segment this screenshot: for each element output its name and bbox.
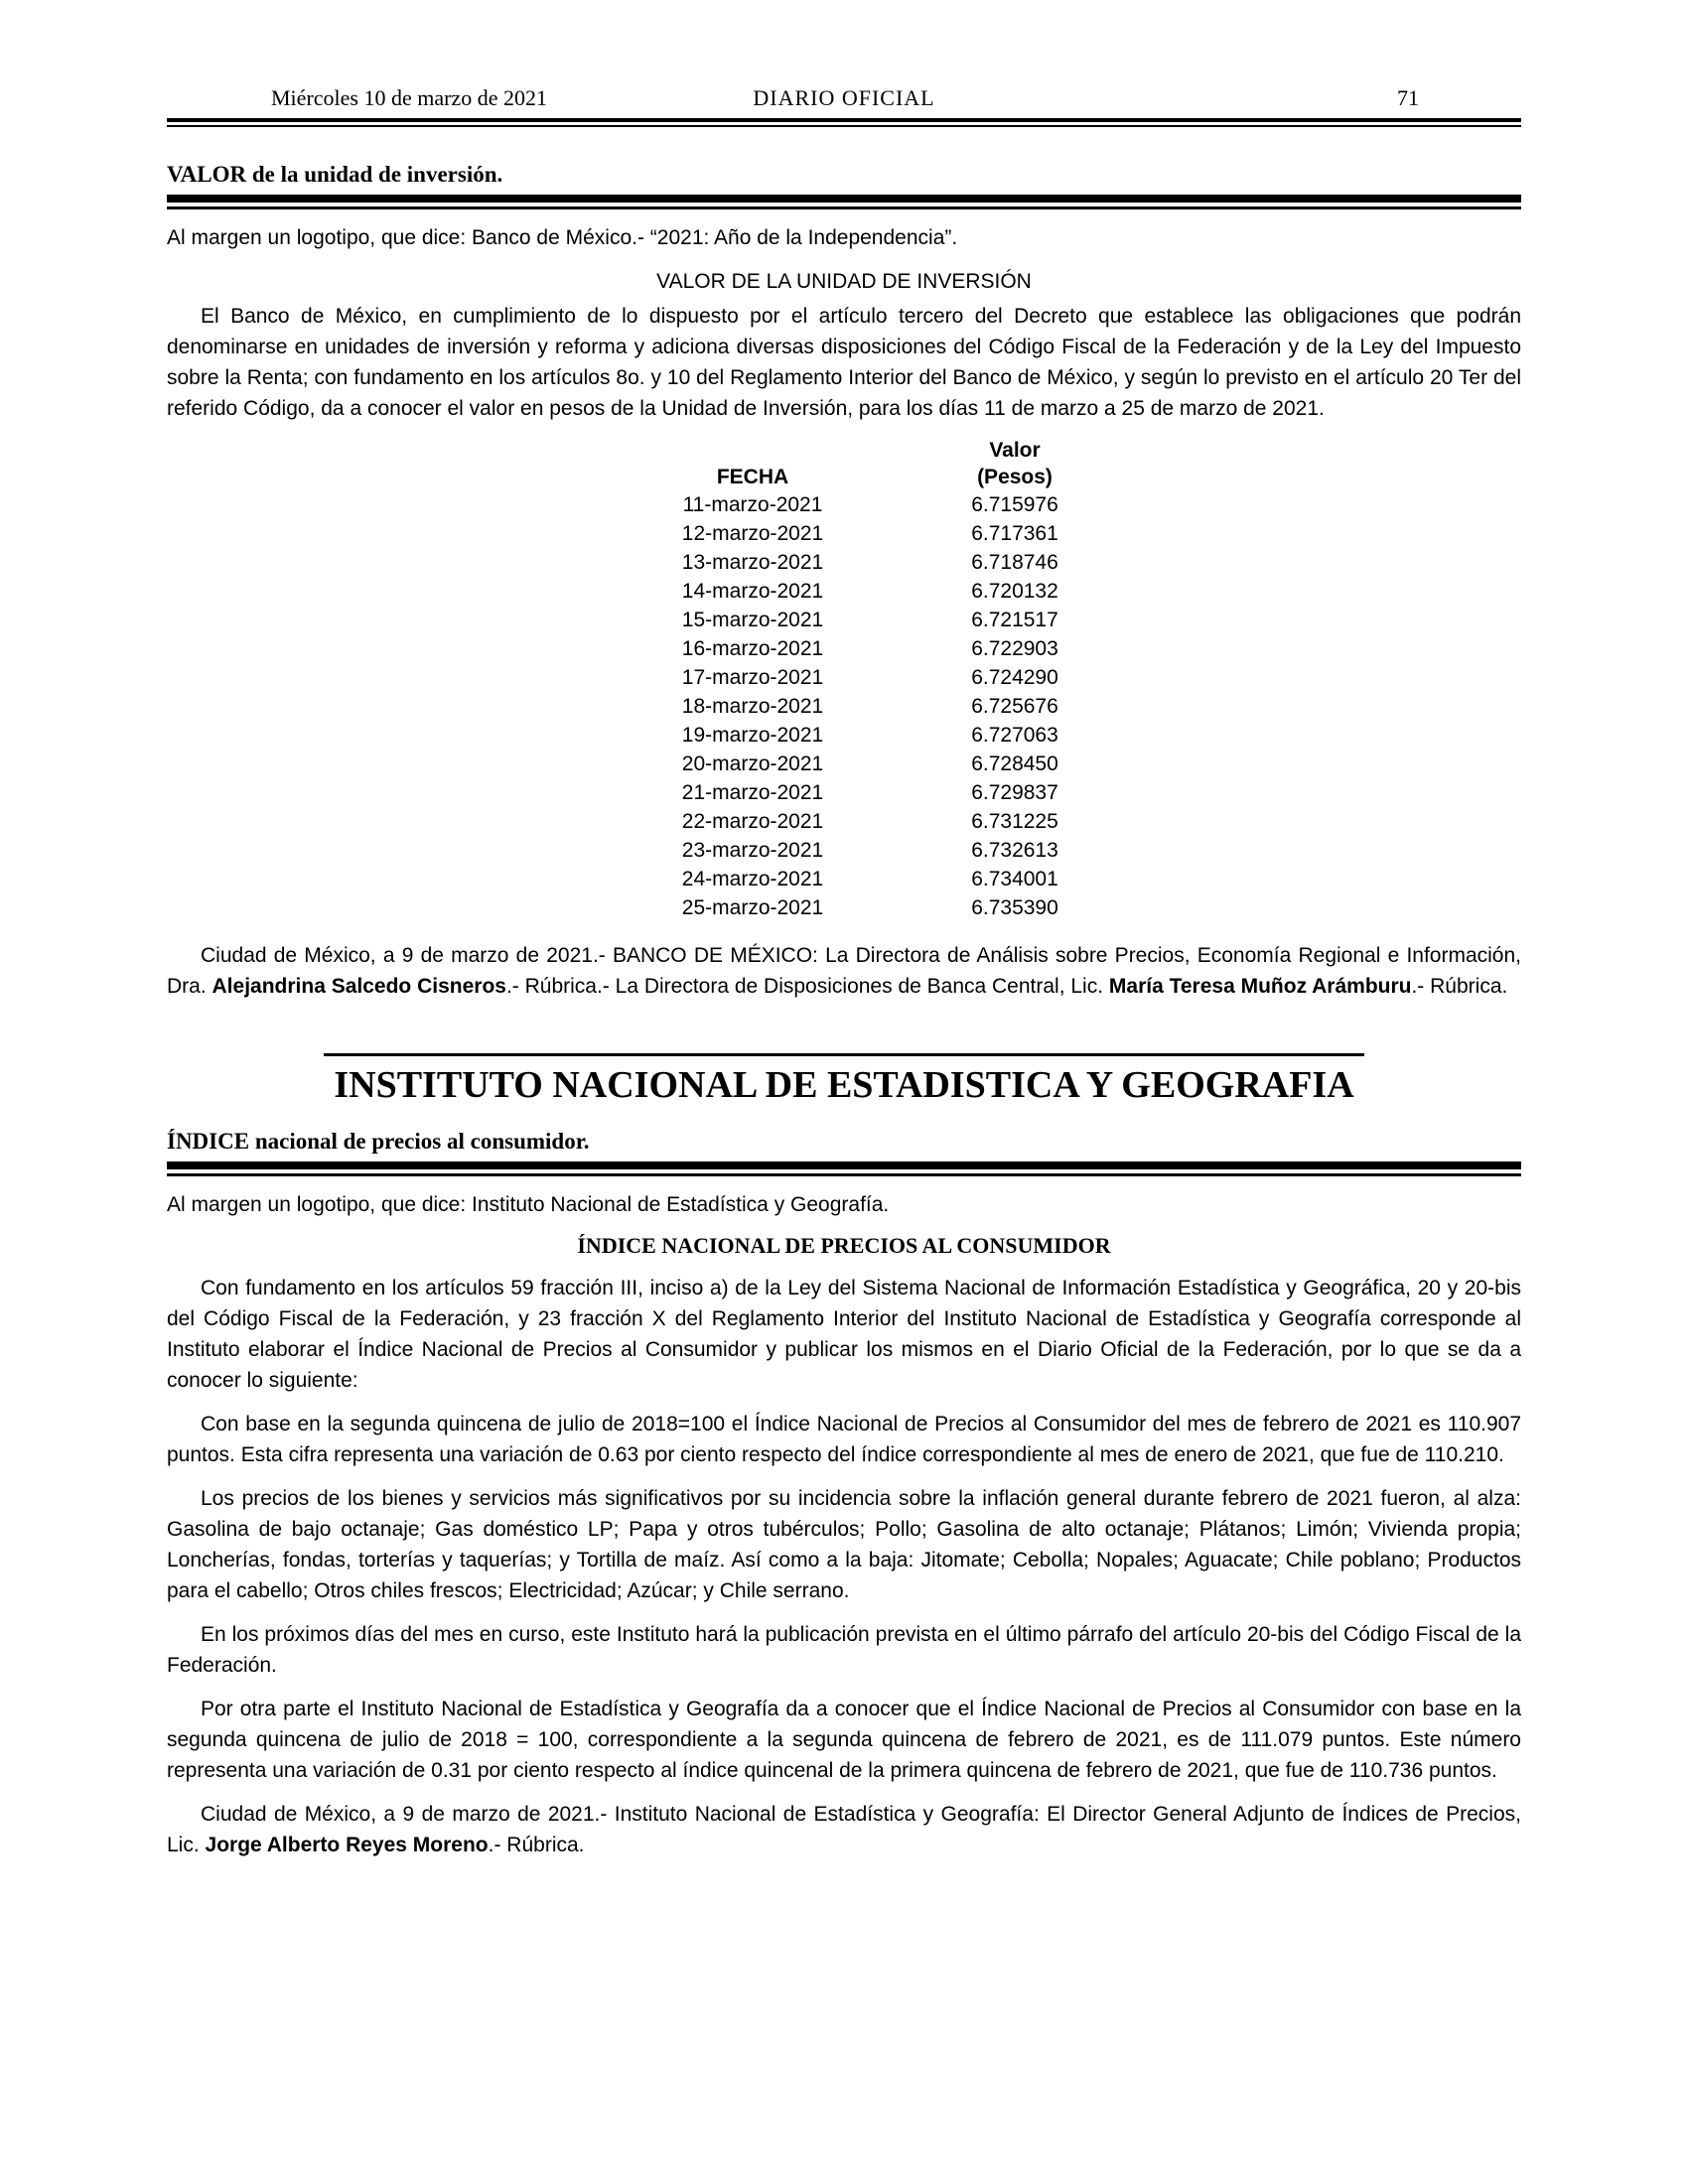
page-header (167, 85, 1521, 111)
cell-fecha: 19-marzo-2021 (681, 724, 824, 747)
cell-valor: 6.735390 (971, 896, 1058, 919)
table-row (633, 778, 1521, 807)
cell-valor: 6.732613 (971, 839, 1058, 862)
table-row (633, 577, 1521, 606)
banxico-section-rule (167, 195, 1521, 209)
signature-text: Ciudad de México, a 9 de marzo de 2021.- Instituto Nacional de Estadística y Geografía: El Director General Adjunto de Índices de Precios, Lic. (167, 1803, 1521, 1856)
cell-valor: 6.734001 (971, 868, 1058, 890)
inegi-section-rule (167, 1161, 1521, 1176)
cell-fecha: 11-marzo-2021 (682, 493, 823, 516)
cell-valor: 6.722903 (971, 637, 1058, 660)
column-header-fecha: FECHA (716, 466, 789, 488)
inegi-paragraph-2: Con base en la segunda quincena de julio de 2018=100 el Índice Nacional de Precios al Consumidor del mes de febrero de 2021 es 110.907 puntos. Esta cifra representa una variación de 0.63 por ciento respecto del índice correspondiente al mes de enero de 2021, que fue de 110.210. (167, 1413, 1521, 1466)
table-row (633, 519, 1521, 548)
signatory-name: Alejandrina Salcedo Cisneros (211, 975, 506, 998)
table-row (633, 606, 1521, 634)
cell-fecha: 24-marzo-2021 (681, 868, 824, 890)
inegi-paragraph-5: Por otra parte el Instituto Nacional de Estadística y Geografía da a conocer que el Índice Nacional de Precios al Consumidor con base en la segunda quincena de julio de 2018 = 100, correspondiente a la segunda quincena de febrero de 2021, es de 111.079 puntos. Este número representa una variación de 0.31 por ciento respecto al índice quincenal de la primera quincena de febrero de 2021, que fue de 110.736 puntos. (167, 1698, 1521, 1782)
inegi-paragraph-3: Los precios de los bienes y servicios más significativos por su incidencia sobre la inflación general durante febrero de 2021 fueron, al alza: Gasolina de bajo octanaje; Gas doméstico LP; Papa y otros tubérculos; Pollo; Gasolina de alto octanaje; Plátanos; Limón; Vivienda propia; Loncherías, fondas, torterías y taquerías; y Tortilla de maíz. Así como a la baja: Jitomate; Cebolla; Nopales; Aguacate; Chile poblano; Productos para el cabello; Otros chiles frescos; Electricidad; Azúcar; y Chile serrano. (167, 1487, 1521, 1602)
cell-valor: 6.715976 (971, 493, 1058, 516)
table-row (633, 692, 1521, 721)
cell-valor: 6.727063 (971, 724, 1058, 747)
table-row (633, 836, 1521, 865)
cell-fecha: 18-marzo-2021 (681, 695, 824, 718)
udi-value-table (633, 437, 1521, 922)
signature-text: .- Rúbrica. (1411, 975, 1508, 998)
table-row (633, 634, 1521, 663)
inegi-org-title: INSTITUTO NACIONAL DE ESTADISTICA Y GEOGRAFIA (324, 1053, 1363, 1106)
header-publication-title: DIARIO OFICIAL (753, 85, 935, 110)
cell-fecha: 22-marzo-2021 (681, 810, 824, 833)
cell-fecha: 13-marzo-2021 (681, 551, 824, 574)
signature-text: .- Rúbrica.- La Directora de Disposiciones de Banca Central, Lic. (505, 975, 1109, 998)
table-row (633, 663, 1521, 692)
cell-fecha: 25-marzo-2021 (681, 896, 824, 919)
header-rule (167, 118, 1521, 127)
cell-valor: 6.724290 (971, 666, 1058, 689)
cell-valor: 6.725676 (971, 695, 1058, 718)
udi-table-header (633, 437, 1521, 490)
inegi-org-title-block (167, 1053, 1521, 1106)
cell-fecha: 12-marzo-2021 (681, 522, 824, 545)
banxico-margin-note: Al margen un logotipo, que dice: Banco de México.- “2021: Año de la Independencia”. (167, 226, 958, 249)
banxico-section-kicker: VALOR de la unidad de inversión. (167, 162, 503, 187)
cell-valor: 6.728450 (971, 752, 1058, 775)
cell-fecha: 17-marzo-2021 (681, 666, 824, 689)
cell-valor: 6.721517 (971, 609, 1058, 631)
banxico-intro-paragraph: El Banco de México, en cumplimiento de lo dispuesto por el artículo tercero del Decreto que establece las obligaciones que podrán denominarse en unidades de inversión y reforma y adiciona diversas disposiciones del Código Fiscal de la Federación y de la Ley del Impuesto sobre la Renta; con fundamento en los artículos 8o. y 10 del Reglamento Interior del Banco de México, y según lo previsto en el artículo 20 Ter del referido Código, da a conocer el valor en pesos de la Unidad de Inversión, para los días 11 de marzo a 25 de marzo de 2021. (167, 305, 1521, 420)
column-header-valor-line2: (Pesos) (977, 466, 1053, 488)
inegi-signature-paragraph (167, 1799, 1521, 1860)
table-row (633, 721, 1521, 750)
inegi-doc-title: ÍNDICE NACIONAL DE PRECIOS AL CONSUMIDOR (577, 1233, 1111, 1258)
header-date: Miércoles 10 de marzo de 2021 (271, 85, 547, 110)
table-row (633, 807, 1521, 836)
cell-valor: 6.718746 (971, 551, 1058, 574)
cell-valor: 6.731225 (971, 810, 1058, 833)
header-page-number: 71 (1397, 85, 1419, 110)
column-header-valor-line1: Valor (989, 439, 1041, 462)
cell-fecha: 23-marzo-2021 (681, 839, 824, 862)
signatory-name: Jorge Alberto Reyes Moreno (205, 1834, 489, 1856)
inegi-margin-note: Al margen un logotipo, que dice: Instituto Nacional de Estadística y Geografía. (167, 1193, 890, 1216)
signatory-name: María Teresa Muñoz Arámburu (1108, 975, 1412, 998)
table-row (633, 490, 1521, 519)
inegi-section-kicker: ÍNDICE nacional de precios al consumidor. (167, 1129, 590, 1154)
inegi-paragraph-1: Con fundamento en los artículos 59 fracción III, inciso a) de la Ley del Sistema Nacional de Información Estadística y Geográfica, 20 y 20-bis del Código Fiscal de la Federación, y 23 fracción X del Reglamento Interior del Instituto Nacional de Estadística y Geografía corresponde al Instituto elaborar el Índice Nacional de Precios al Consumidor y publicar los mismos en el Diario Oficial de la Federación, por lo que se da a conocer lo siguiente: (167, 1277, 1521, 1392)
table-row (633, 548, 1521, 577)
cell-fecha: 16-marzo-2021 (681, 637, 824, 660)
table-row (633, 865, 1521, 893)
banxico-doc-title: VALOR DE LA UNIDAD DE INVERSIÓN (656, 270, 1032, 293)
cell-valor: 6.720132 (971, 580, 1058, 603)
signature-text: Ciudad de México, a 9 de marzo de 2021.- BANCO DE MÉXICO: La Directora de Análisis sobre Precios, Economía Regional e Información, Dra. (167, 944, 1521, 998)
banxico-signature-paragraph (167, 940, 1521, 1002)
cell-fecha: 20-marzo-2021 (681, 752, 824, 775)
cell-fecha: 21-marzo-2021 (681, 781, 824, 804)
cell-valor: 6.717361 (971, 522, 1058, 545)
cell-fecha: 14-marzo-2021 (681, 580, 824, 603)
table-row (633, 893, 1521, 922)
column-header-valor (925, 437, 1104, 490)
signature-text: .- Rúbrica. (488, 1834, 585, 1856)
cell-valor: 6.729837 (971, 781, 1058, 804)
table-row (633, 750, 1521, 778)
inegi-paragraph-4: En los próximos días del mes en curso, este Instituto hará la publicación prevista en el último párrafo del artículo 20-bis del Código Fiscal de la Federación. (167, 1623, 1521, 1677)
cell-fecha: 15-marzo-2021 (681, 609, 824, 631)
